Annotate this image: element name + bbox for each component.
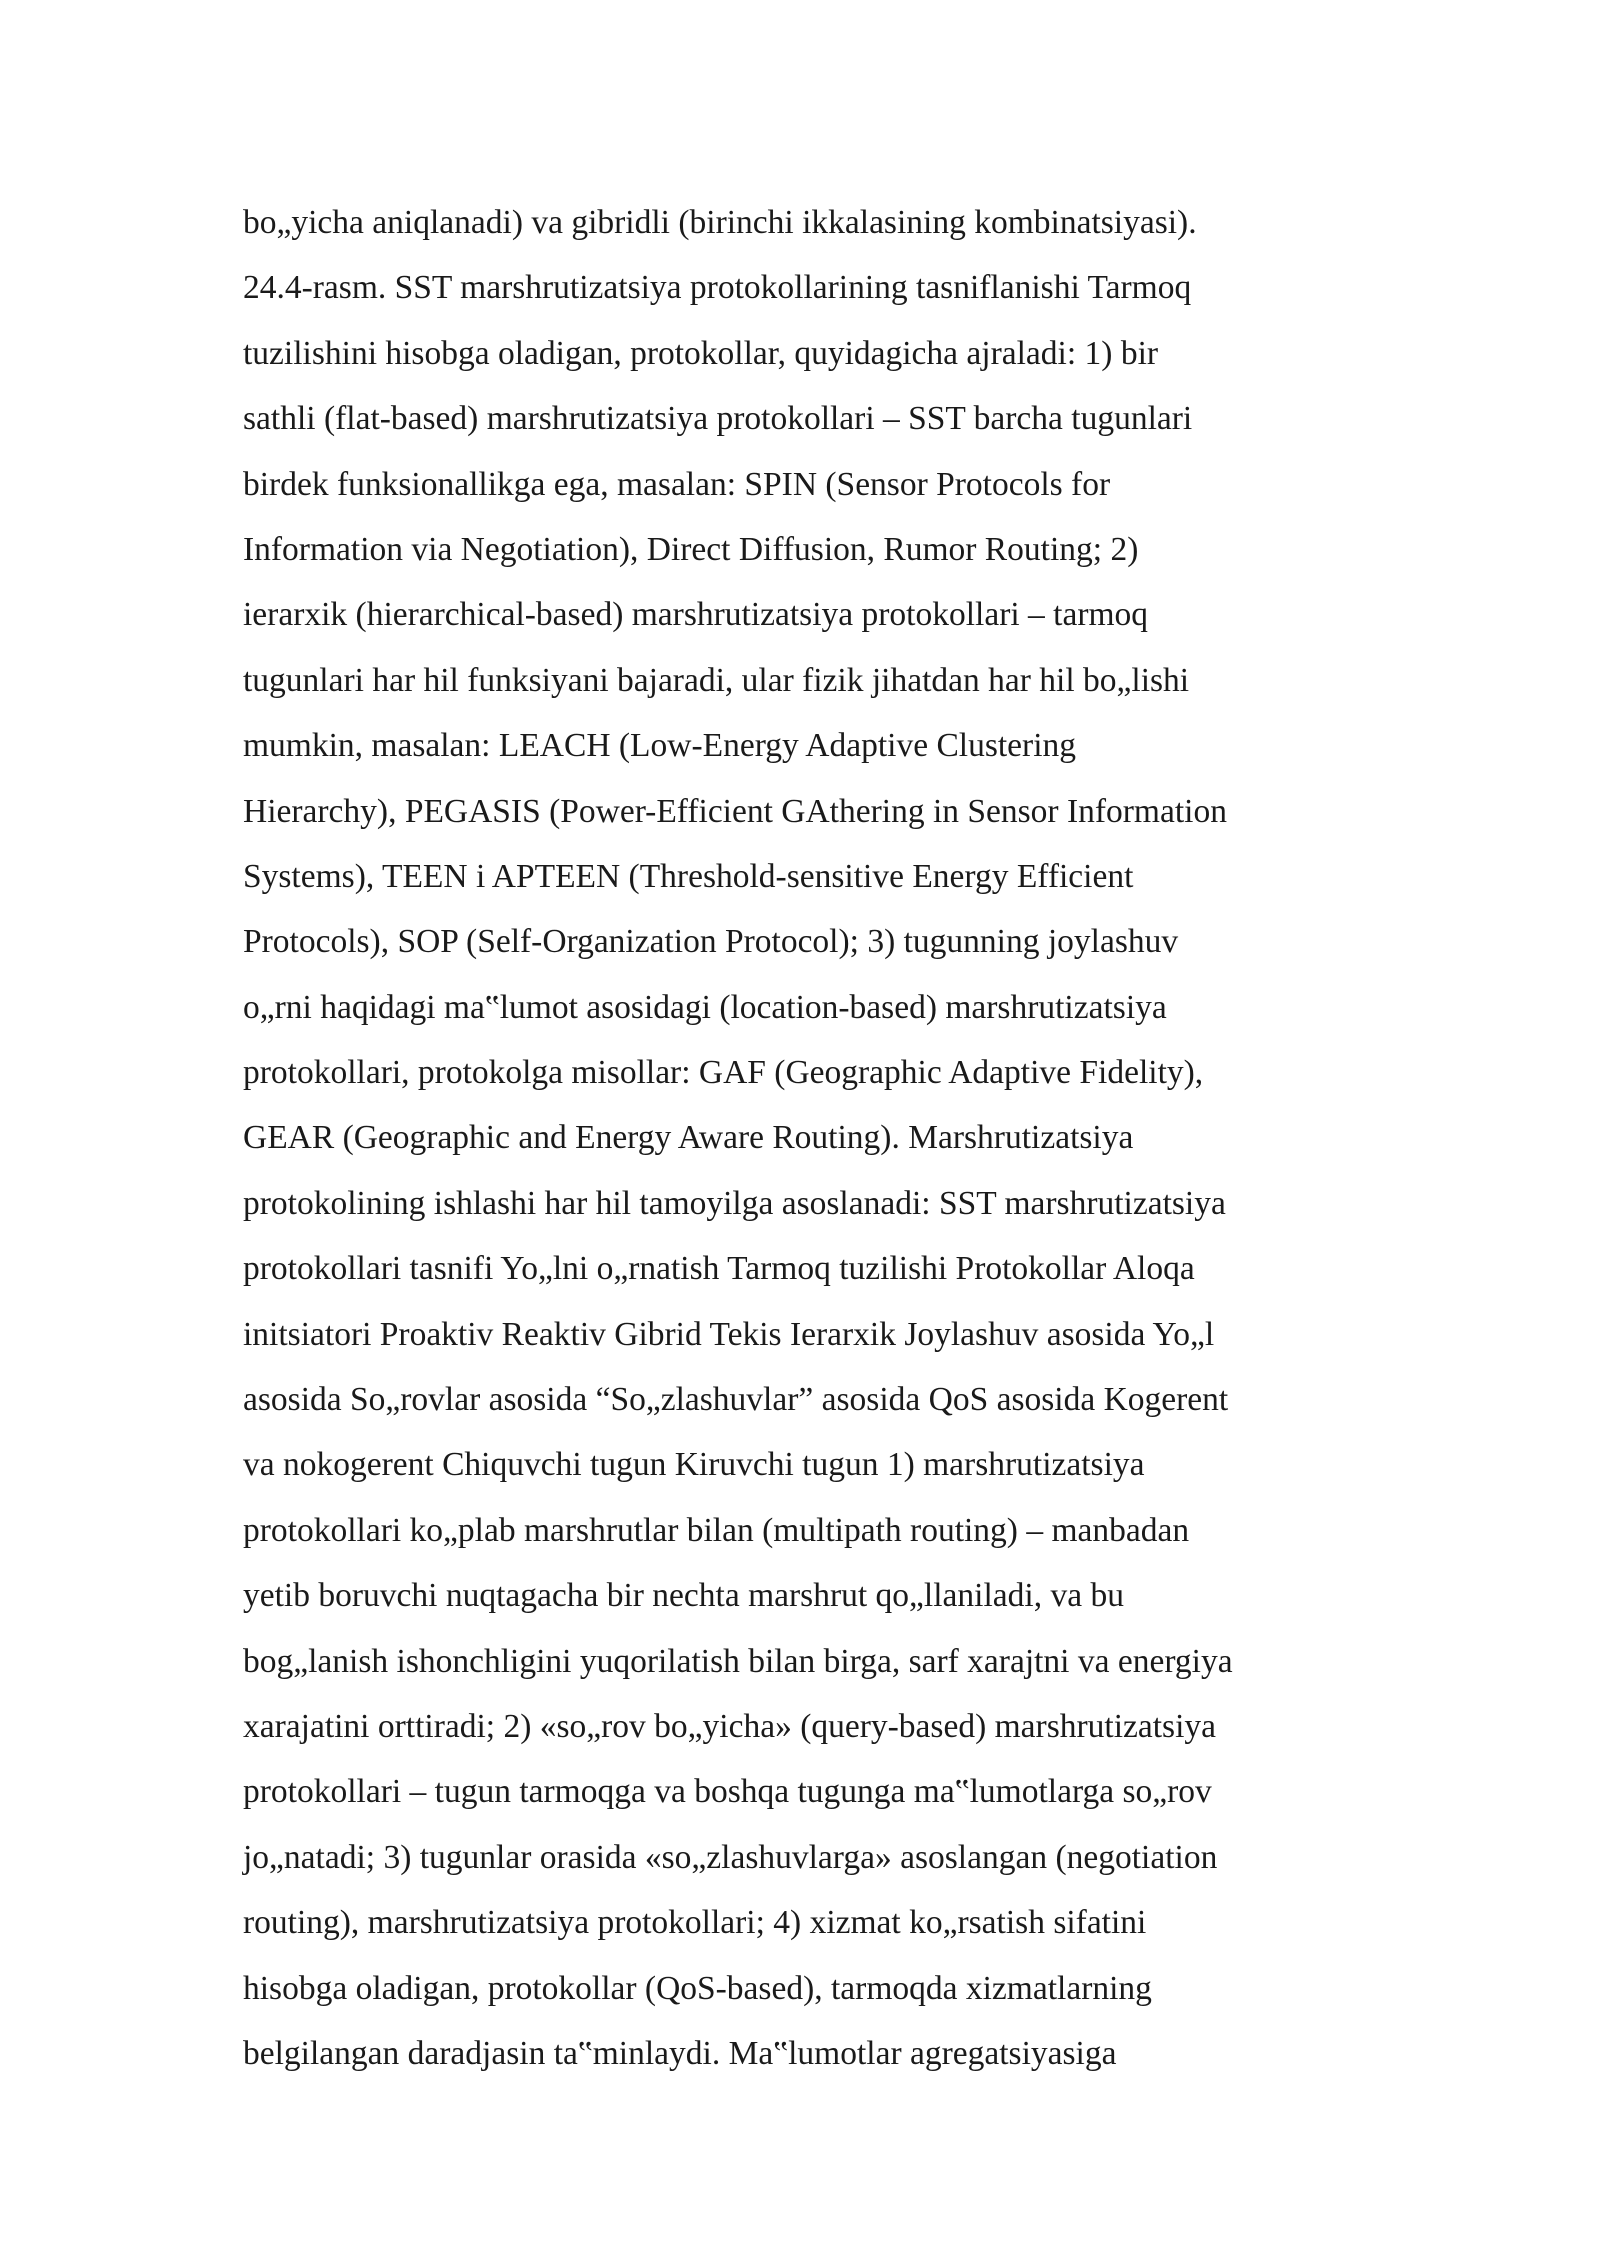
text-line: Hierarchy), PEGASIS (Power-Efficient GAthering in Sensor Information (243, 792, 1227, 830)
text-line: bo„yicha aniqlanadi) va gibridli (birinchi ikkalasining kombinatsiyasi). (243, 204, 1197, 241)
text-line: tuzilishini hisobga oladigan, protokollar, quyidagicha ajraladi: 1) bir (243, 334, 1159, 372)
text-line: sathli (flat-based) marshrutizatsiya protokollari – SST barcha tugunlari (243, 400, 1193, 438)
text-line: 24.4-rasm. SST marshrutizatsiya protokollarining tasniflanishi Tarmoq (243, 269, 1192, 307)
text-line: asosida So„rovlar asosida “So„zlashuvlar” asosida QoS asosida Kogerent (243, 1381, 1229, 1419)
text-line: GEAR (Geographic and Energy Aware Routing). Marshrutizatsiya (243, 1119, 1134, 1157)
text-line: ierarxik (hierarchical-based) marshrutizatsiya protokollari – tarmoq (243, 596, 1149, 634)
text-line: Protocols), SOP (Self-Organization Protocol); 3) tugunning joylashuv (243, 923, 1179, 961)
text-line: protokollari, protokolga misollar: GAF (Geographic Adaptive Fidelity), (243, 1054, 1204, 1092)
text-line: va nokogerent Chiquvchi tugun Kiruvchi tugun 1) marshrutizatsiya (243, 1446, 1145, 1484)
text-line: routing), marshrutizatsiya protokollari; 4) xizmat ko„rsatish sifatini (243, 1904, 1147, 1942)
text-line: yetib boruvchi nuqtagacha bir nechta marshrut qo„llaniladi, va bu (243, 1577, 1124, 1615)
text-line: protokollari tasnifi Yo„lni o„rnatish Tarmoq tuzilishi Protokollar Aloqa (243, 1250, 1195, 1288)
text-line: bog„lanish ishonchligini yuqorilatish bilan birga, sarf xarajtni va energiya (243, 1642, 1233, 1680)
text-line: initsiatori Proaktiv Reaktiv Gibrid Tekis Ierarxik Joylashuv asosida Yo„l (243, 1315, 1215, 1353)
body-paragraph (243, 190, 1443, 2086)
text-line: protokollari ko„plab marshrutlar bilan (multipath routing) – manbadan (243, 1511, 1190, 1549)
text-line: protokolining ishlashi har hil tamoyilga asoslanadi: SST marshrutizatsiya (243, 1184, 1226, 1222)
text-line: Information via Negotiation), Direct Diffusion, Rumor Routing; 2) (243, 530, 1139, 568)
text-line: mumkin, masalan: LEACH (Low-Energy Adaptive Clustering (243, 727, 1077, 765)
text-line: o„rni haqidagi ma‟lumot asosidagi (location-based) marshrutizatsiya (243, 988, 1167, 1026)
text-line: xarajatini orttiradi; 2) «so„rov bo„yicha» (query-based) marshrutizatsiya (243, 1707, 1217, 1745)
text-line: jo„natadi; 3) tugunlar orasida «so„zlashuvlarga» asoslangan (negotiation (243, 1838, 1218, 1876)
text-line: hisobga oladigan, protokollar (QoS-based), tarmoqda xizmatlarning (243, 1969, 1152, 2007)
text-line: protokollari – tugun tarmoqga va boshqa tugunga ma‟lumotlarga so„rov (243, 1773, 1212, 1811)
text-line: tugunlari har hil funksiyani bajaradi, ular fizik jihatdan har hil bo„lishi (243, 661, 1190, 699)
text-line: birdek funksionallikga ega, masalan: SPIN (Sensor Protocols for (243, 465, 1111, 503)
text-line: Systems), TEEN i APTEEN (Threshold-sensitive Energy Efficient (243, 857, 1134, 895)
text-line: belgilangan daradjasin ta‟minlaydi. Ma‟lumotlar agregatsiyasiga (243, 2034, 1117, 2072)
